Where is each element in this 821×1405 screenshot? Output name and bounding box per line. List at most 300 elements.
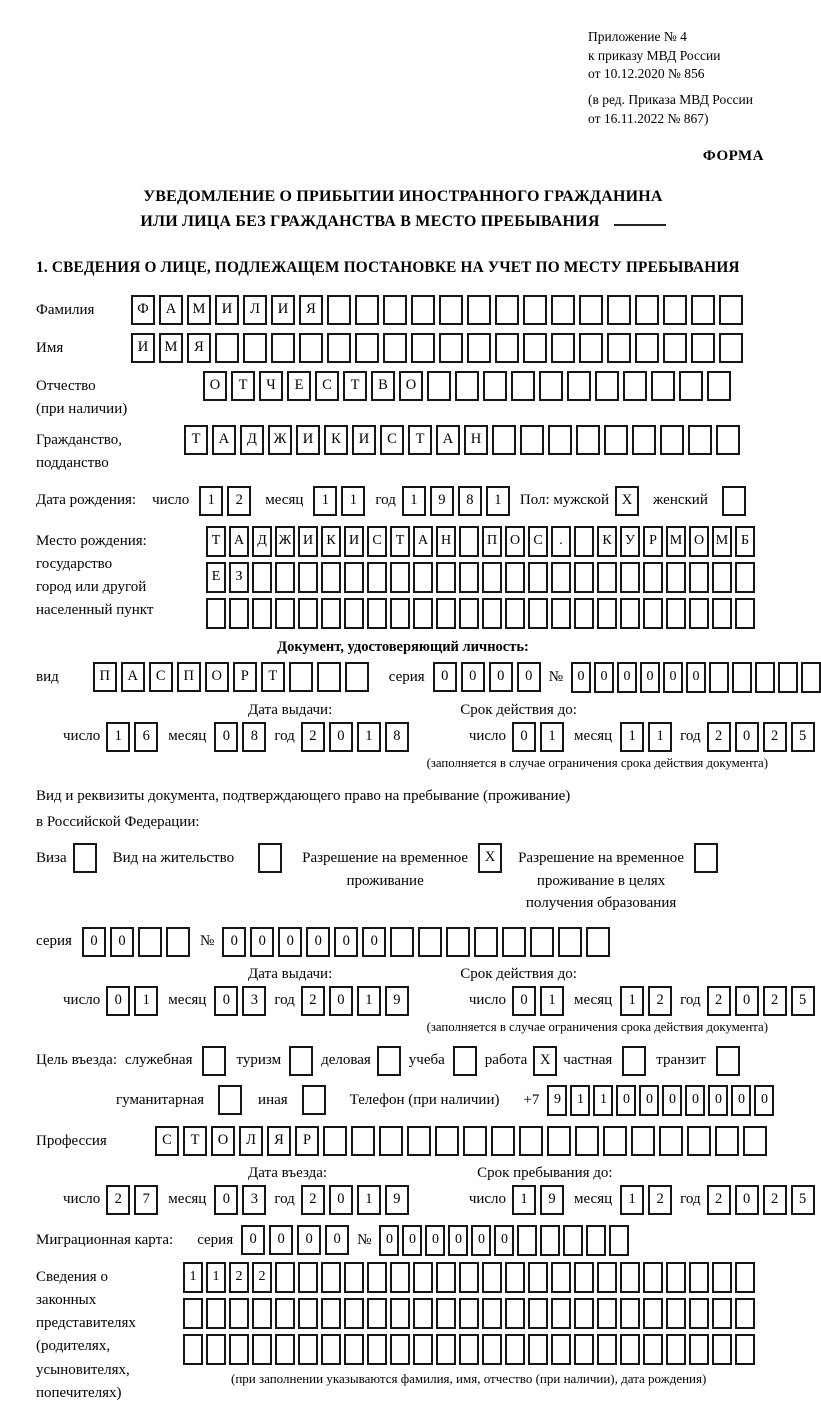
cell[interactable]: 2: [707, 1185, 731, 1215]
cell[interactable]: 0: [735, 722, 759, 752]
cell[interactable]: [595, 371, 619, 401]
representatives-row1-cells[interactable]: [183, 1262, 755, 1293]
cell[interactable]: [631, 1126, 655, 1156]
cell[interactable]: [436, 598, 456, 629]
cell[interactable]: [474, 927, 498, 957]
cell[interactable]: К: [597, 526, 617, 557]
cell[interactable]: [651, 371, 675, 401]
cell[interactable]: Н: [436, 526, 456, 557]
cell[interactable]: [436, 1298, 456, 1329]
cell[interactable]: 2: [106, 1185, 130, 1215]
cell[interactable]: [289, 662, 313, 692]
cell[interactable]: Т: [206, 526, 226, 557]
cell[interactable]: [455, 371, 479, 401]
cell[interactable]: О: [211, 1126, 235, 1156]
cell[interactable]: [505, 562, 525, 593]
cell[interactable]: 0: [329, 986, 353, 1016]
cell[interactable]: [436, 1262, 456, 1293]
purpose-business-checkbox[interactable]: [377, 1046, 401, 1076]
cell[interactable]: Я: [267, 1126, 291, 1156]
cell[interactable]: [383, 295, 407, 325]
cell[interactable]: [732, 662, 752, 693]
cell[interactable]: [298, 1298, 318, 1329]
cell[interactable]: [321, 1334, 341, 1365]
cell[interactable]: [722, 486, 746, 516]
cell[interactable]: 0: [402, 1225, 422, 1256]
cell[interactable]: И: [296, 425, 320, 455]
cell[interactable]: С: [315, 371, 339, 401]
cell[interactable]: 0: [241, 1225, 265, 1255]
cell[interactable]: [712, 562, 732, 593]
issue-day-cells[interactable]: [106, 722, 158, 752]
cell[interactable]: 1: [357, 1185, 381, 1215]
cell[interactable]: [302, 1085, 326, 1115]
cell[interactable]: [390, 1334, 410, 1365]
cell[interactable]: 0: [708, 1085, 728, 1116]
cell[interactable]: 0: [329, 1185, 353, 1215]
cell[interactable]: [206, 1298, 226, 1329]
cell[interactable]: М: [159, 333, 183, 363]
cell[interactable]: [317, 662, 341, 692]
patronymic-cells[interactable]: [203, 371, 731, 401]
cell[interactable]: [620, 1334, 640, 1365]
cell[interactable]: Н: [464, 425, 488, 455]
cell[interactable]: [574, 526, 594, 557]
cell[interactable]: 1: [206, 1262, 226, 1293]
cell[interactable]: [252, 1334, 272, 1365]
cell[interactable]: 1: [620, 722, 644, 752]
issue-year-cells[interactable]: [301, 722, 409, 752]
cell[interactable]: [735, 1334, 755, 1365]
cell[interactable]: [495, 333, 519, 363]
cell[interactable]: К: [321, 526, 341, 557]
cell[interactable]: [620, 1262, 640, 1293]
cell[interactable]: [597, 562, 617, 593]
purpose-work-checkbox[interactable]: [533, 1046, 557, 1076]
cell[interactable]: [383, 333, 407, 363]
cell[interactable]: [183, 1334, 203, 1365]
cell[interactable]: Р: [295, 1126, 319, 1156]
cell[interactable]: 0: [735, 986, 759, 1016]
cell[interactable]: [567, 371, 591, 401]
cell[interactable]: 2: [301, 986, 325, 1016]
cell[interactable]: [622, 1046, 646, 1076]
cell[interactable]: 0: [448, 1225, 468, 1256]
cell[interactable]: 2: [648, 1185, 672, 1215]
cell[interactable]: [643, 562, 663, 593]
cell[interactable]: [523, 333, 547, 363]
cell[interactable]: П: [482, 526, 502, 557]
cell[interactable]: И: [344, 526, 364, 557]
cell[interactable]: [252, 562, 272, 593]
cell[interactable]: [495, 295, 519, 325]
cell[interactable]: [735, 1298, 755, 1329]
cell[interactable]: [298, 1262, 318, 1293]
cell[interactable]: [321, 562, 341, 593]
cell[interactable]: [459, 526, 479, 557]
cell[interactable]: [689, 598, 709, 629]
cell[interactable]: 2: [229, 1262, 249, 1293]
cell[interactable]: А: [121, 662, 145, 692]
cell[interactable]: [483, 371, 507, 401]
cell[interactable]: [505, 1262, 525, 1293]
stay-valid-day-cells[interactable]: [512, 986, 564, 1016]
cell[interactable]: [453, 1046, 477, 1076]
cell[interactable]: [459, 1334, 479, 1365]
cell[interactable]: И: [352, 425, 376, 455]
cell[interactable]: С: [149, 662, 173, 692]
cell[interactable]: 1: [313, 486, 337, 516]
stay-issue-day-cells[interactable]: [106, 986, 158, 1016]
cell[interactable]: [502, 927, 526, 957]
cell[interactable]: [252, 598, 272, 629]
cell[interactable]: [390, 598, 410, 629]
cell[interactable]: 7: [134, 1185, 158, 1215]
cell[interactable]: [517, 1225, 537, 1256]
doc-number-cells[interactable]: [571, 662, 821, 693]
cell[interactable]: 0: [640, 662, 660, 693]
cell[interactable]: [603, 1126, 627, 1156]
cell[interactable]: [482, 1334, 502, 1365]
cell[interactable]: Т: [390, 526, 410, 557]
cell[interactable]: [689, 1298, 709, 1329]
cell[interactable]: [505, 1298, 525, 1329]
cell[interactable]: [321, 598, 341, 629]
cell[interactable]: Ч: [259, 371, 283, 401]
cell[interactable]: [413, 562, 433, 593]
cell[interactable]: [379, 1126, 403, 1156]
cell[interactable]: [547, 1126, 571, 1156]
doc-series-cells[interactable]: [433, 662, 541, 692]
cell[interactable]: X: [615, 486, 639, 516]
stay-issue-month-cells[interactable]: [214, 986, 266, 1016]
cell[interactable]: 5: [791, 1185, 815, 1215]
cell[interactable]: [427, 371, 451, 401]
cell[interactable]: [351, 1126, 375, 1156]
purpose-transit-checkbox[interactable]: [716, 1046, 740, 1076]
cell[interactable]: 1: [648, 722, 672, 752]
cell[interactable]: У: [620, 526, 640, 557]
cell[interactable]: [446, 927, 470, 957]
cell[interactable]: [643, 598, 663, 629]
cell[interactable]: 1: [620, 1185, 644, 1215]
residence-permit-checkbox[interactable]: [258, 843, 282, 873]
cell[interactable]: [801, 662, 821, 693]
cell[interactable]: [712, 598, 732, 629]
cell[interactable]: 2: [707, 722, 731, 752]
cell[interactable]: [679, 371, 703, 401]
cell[interactable]: 1: [183, 1262, 203, 1293]
cell[interactable]: 1: [341, 486, 365, 516]
cell[interactable]: 2: [227, 486, 251, 516]
cell[interactable]: [687, 1126, 711, 1156]
cell[interactable]: 0: [512, 722, 536, 752]
cell[interactable]: [712, 1298, 732, 1329]
cell[interactable]: 0: [214, 722, 238, 752]
cell[interactable]: С: [380, 425, 404, 455]
cell[interactable]: [689, 562, 709, 593]
cell[interactable]: И: [298, 526, 318, 557]
cell[interactable]: А: [159, 295, 183, 325]
cell[interactable]: [691, 295, 715, 325]
cell[interactable]: [355, 295, 379, 325]
cell[interactable]: 2: [648, 986, 672, 1016]
cell[interactable]: 0: [735, 1185, 759, 1215]
cell[interactable]: [505, 598, 525, 629]
stay-valid-month-cells[interactable]: [620, 986, 672, 1016]
cell[interactable]: [607, 295, 631, 325]
cell[interactable]: [413, 1298, 433, 1329]
cell[interactable]: Д: [240, 425, 264, 455]
cell[interactable]: [243, 333, 267, 363]
cell[interactable]: [482, 1262, 502, 1293]
issue-month-cells[interactable]: [214, 722, 266, 752]
cell[interactable]: Т: [408, 425, 432, 455]
cell[interactable]: [548, 425, 572, 455]
cell[interactable]: 3: [242, 986, 266, 1016]
cell[interactable]: [345, 662, 369, 692]
cell[interactable]: [712, 1262, 732, 1293]
birth-month-cells[interactable]: [313, 486, 365, 516]
cell[interactable]: [463, 1126, 487, 1156]
cell[interactable]: [252, 1298, 272, 1329]
cell[interactable]: Е: [287, 371, 311, 401]
cell[interactable]: 0: [297, 1225, 321, 1255]
cell[interactable]: [666, 1334, 686, 1365]
cell[interactable]: 0: [269, 1225, 293, 1255]
cell[interactable]: [551, 1262, 571, 1293]
cell[interactable]: [528, 598, 548, 629]
cell[interactable]: [689, 1262, 709, 1293]
cell[interactable]: [586, 1225, 606, 1256]
cell[interactable]: [492, 425, 516, 455]
cell[interactable]: 0: [686, 662, 706, 693]
cell[interactable]: 1: [357, 986, 381, 1016]
purpose-tourism-checkbox[interactable]: [289, 1046, 313, 1076]
cell[interactable]: [367, 1262, 387, 1293]
cell[interactable]: 1: [540, 722, 564, 752]
cell[interactable]: [528, 1334, 548, 1365]
cell[interactable]: [643, 1262, 663, 1293]
cell[interactable]: [716, 1046, 740, 1076]
cell[interactable]: [390, 1298, 410, 1329]
cell[interactable]: [539, 371, 563, 401]
cell[interactable]: 0: [329, 722, 353, 752]
cell[interactable]: [367, 1334, 387, 1365]
cell[interactable]: 0: [278, 927, 302, 957]
cell[interactable]: 9: [540, 1185, 564, 1215]
cell[interactable]: [275, 1334, 295, 1365]
cell[interactable]: [586, 927, 610, 957]
cell[interactable]: [467, 295, 491, 325]
cell[interactable]: П: [93, 662, 117, 692]
cell[interactable]: [367, 598, 387, 629]
cell[interactable]: О: [505, 526, 525, 557]
cell[interactable]: 0: [617, 662, 637, 693]
cell[interactable]: [620, 1298, 640, 1329]
stay-issue-year-cells[interactable]: [301, 986, 409, 1016]
cell[interactable]: [735, 598, 755, 629]
migration-card-series-cells[interactable]: [241, 1225, 349, 1255]
birth-place-row2-cells[interactable]: [206, 562, 755, 593]
valid-year-cells[interactable]: [707, 722, 815, 752]
cell[interactable]: 6: [134, 722, 158, 752]
cell[interactable]: [229, 1334, 249, 1365]
cell[interactable]: Ж: [268, 425, 292, 455]
cell[interactable]: 1: [357, 722, 381, 752]
cell[interactable]: [558, 927, 582, 957]
cell[interactable]: [436, 562, 456, 593]
cell[interactable]: [407, 1126, 431, 1156]
cell[interactable]: О: [399, 371, 423, 401]
cell[interactable]: М: [666, 526, 686, 557]
cell[interactable]: [327, 333, 351, 363]
entry-year-cells[interactable]: [301, 1185, 409, 1215]
cell[interactable]: [530, 927, 554, 957]
birth-day-cells[interactable]: [199, 486, 251, 516]
cell[interactable]: [743, 1126, 767, 1156]
cell[interactable]: [299, 333, 323, 363]
visa-checkbox[interactable]: [73, 843, 97, 873]
cell[interactable]: 2: [301, 722, 325, 752]
cell[interactable]: [520, 425, 544, 455]
cell[interactable]: 0: [731, 1085, 751, 1116]
purpose-private-checkbox[interactable]: [622, 1046, 646, 1076]
cell[interactable]: [298, 598, 318, 629]
cell[interactable]: 0: [362, 927, 386, 957]
cell[interactable]: [482, 1298, 502, 1329]
cell[interactable]: [574, 562, 594, 593]
cell[interactable]: [579, 295, 603, 325]
cell[interactable]: [459, 562, 479, 593]
cell[interactable]: [551, 1298, 571, 1329]
cell[interactable]: 0: [82, 927, 106, 957]
cell[interactable]: [709, 662, 729, 693]
cell[interactable]: [298, 1334, 318, 1365]
cell[interactable]: [166, 927, 190, 957]
cell[interactable]: 0: [512, 986, 536, 1016]
cell[interactable]: [138, 927, 162, 957]
cell[interactable]: [344, 1262, 364, 1293]
cell[interactable]: [574, 1334, 594, 1365]
cell[interactable]: 2: [707, 986, 731, 1016]
cell[interactable]: 1: [620, 986, 644, 1016]
cell[interactable]: [778, 662, 798, 693]
cell[interactable]: 2: [763, 986, 787, 1016]
cell[interactable]: [707, 371, 731, 401]
cell[interactable]: [459, 598, 479, 629]
cell[interactable]: Ф: [131, 295, 155, 325]
cell[interactable]: 1: [512, 1185, 536, 1215]
cell[interactable]: [551, 598, 571, 629]
cell[interactable]: И: [215, 295, 239, 325]
cell[interactable]: [715, 1126, 739, 1156]
cell[interactable]: [413, 1262, 433, 1293]
cell[interactable]: 0: [214, 986, 238, 1016]
cell[interactable]: Я: [187, 333, 211, 363]
entry-month-cells[interactable]: [214, 1185, 266, 1215]
cell[interactable]: Л: [243, 295, 267, 325]
cell[interactable]: 0: [461, 662, 485, 692]
cell[interactable]: И: [131, 333, 155, 363]
cell[interactable]: Ж: [275, 526, 295, 557]
cell[interactable]: 8: [458, 486, 482, 516]
cell[interactable]: [344, 1298, 364, 1329]
cell[interactable]: [551, 1334, 571, 1365]
cell[interactable]: Д: [252, 526, 272, 557]
profession-cells[interactable]: [155, 1126, 767, 1156]
cell[interactable]: Т: [261, 662, 285, 692]
cell[interactable]: М: [187, 295, 211, 325]
cell[interactable]: [694, 843, 718, 873]
cell[interactable]: С: [367, 526, 387, 557]
cell[interactable]: [607, 333, 631, 363]
cell[interactable]: [275, 1298, 295, 1329]
cell[interactable]: [439, 295, 463, 325]
cell[interactable]: [505, 1334, 525, 1365]
cell[interactable]: Р: [643, 526, 663, 557]
cell[interactable]: [435, 1126, 459, 1156]
cell[interactable]: [563, 1225, 583, 1256]
cell[interactable]: 0: [110, 927, 134, 957]
cell[interactable]: [604, 425, 628, 455]
cell[interactable]: [229, 598, 249, 629]
cell[interactable]: 0: [471, 1225, 491, 1256]
cell[interactable]: [659, 1126, 683, 1156]
cell[interactable]: О: [205, 662, 229, 692]
cell[interactable]: О: [689, 526, 709, 557]
cell[interactable]: 0: [425, 1225, 445, 1256]
cell[interactable]: [482, 598, 502, 629]
cell[interactable]: [528, 1262, 548, 1293]
cell[interactable]: [755, 662, 775, 693]
cell[interactable]: [528, 1298, 548, 1329]
cell[interactable]: [574, 598, 594, 629]
purpose-official-checkbox[interactable]: [202, 1046, 226, 1076]
cell[interactable]: [413, 1334, 433, 1365]
cell[interactable]: [321, 1262, 341, 1293]
cell[interactable]: А: [413, 526, 433, 557]
cell[interactable]: [597, 1298, 617, 1329]
cell[interactable]: [183, 1298, 203, 1329]
cell[interactable]: [579, 333, 603, 363]
cell[interactable]: [666, 598, 686, 629]
cell[interactable]: 1: [402, 486, 426, 516]
cell[interactable]: 9: [430, 486, 454, 516]
stay-until-year-cells[interactable]: [707, 1185, 815, 1215]
cell[interactable]: 9: [385, 986, 409, 1016]
cell[interactable]: [491, 1126, 515, 1156]
cell[interactable]: 0: [306, 927, 330, 957]
cell[interactable]: 3: [242, 1185, 266, 1215]
representatives-row3-cells[interactable]: [183, 1334, 755, 1365]
cell[interactable]: [574, 1262, 594, 1293]
cell[interactable]: .: [551, 526, 571, 557]
cell[interactable]: [576, 425, 600, 455]
cell[interactable]: [735, 562, 755, 593]
cell[interactable]: 2: [252, 1262, 272, 1293]
cell[interactable]: 9: [385, 1185, 409, 1215]
cell[interactable]: А: [229, 526, 249, 557]
cell[interactable]: А: [436, 425, 460, 455]
cell[interactable]: [411, 333, 435, 363]
cell[interactable]: [206, 1334, 226, 1365]
stay-until-day-cells[interactable]: [512, 1185, 564, 1215]
cell[interactable]: [289, 1046, 313, 1076]
cell[interactable]: [275, 562, 295, 593]
cell[interactable]: 0: [616, 1085, 636, 1116]
cell[interactable]: [575, 1126, 599, 1156]
